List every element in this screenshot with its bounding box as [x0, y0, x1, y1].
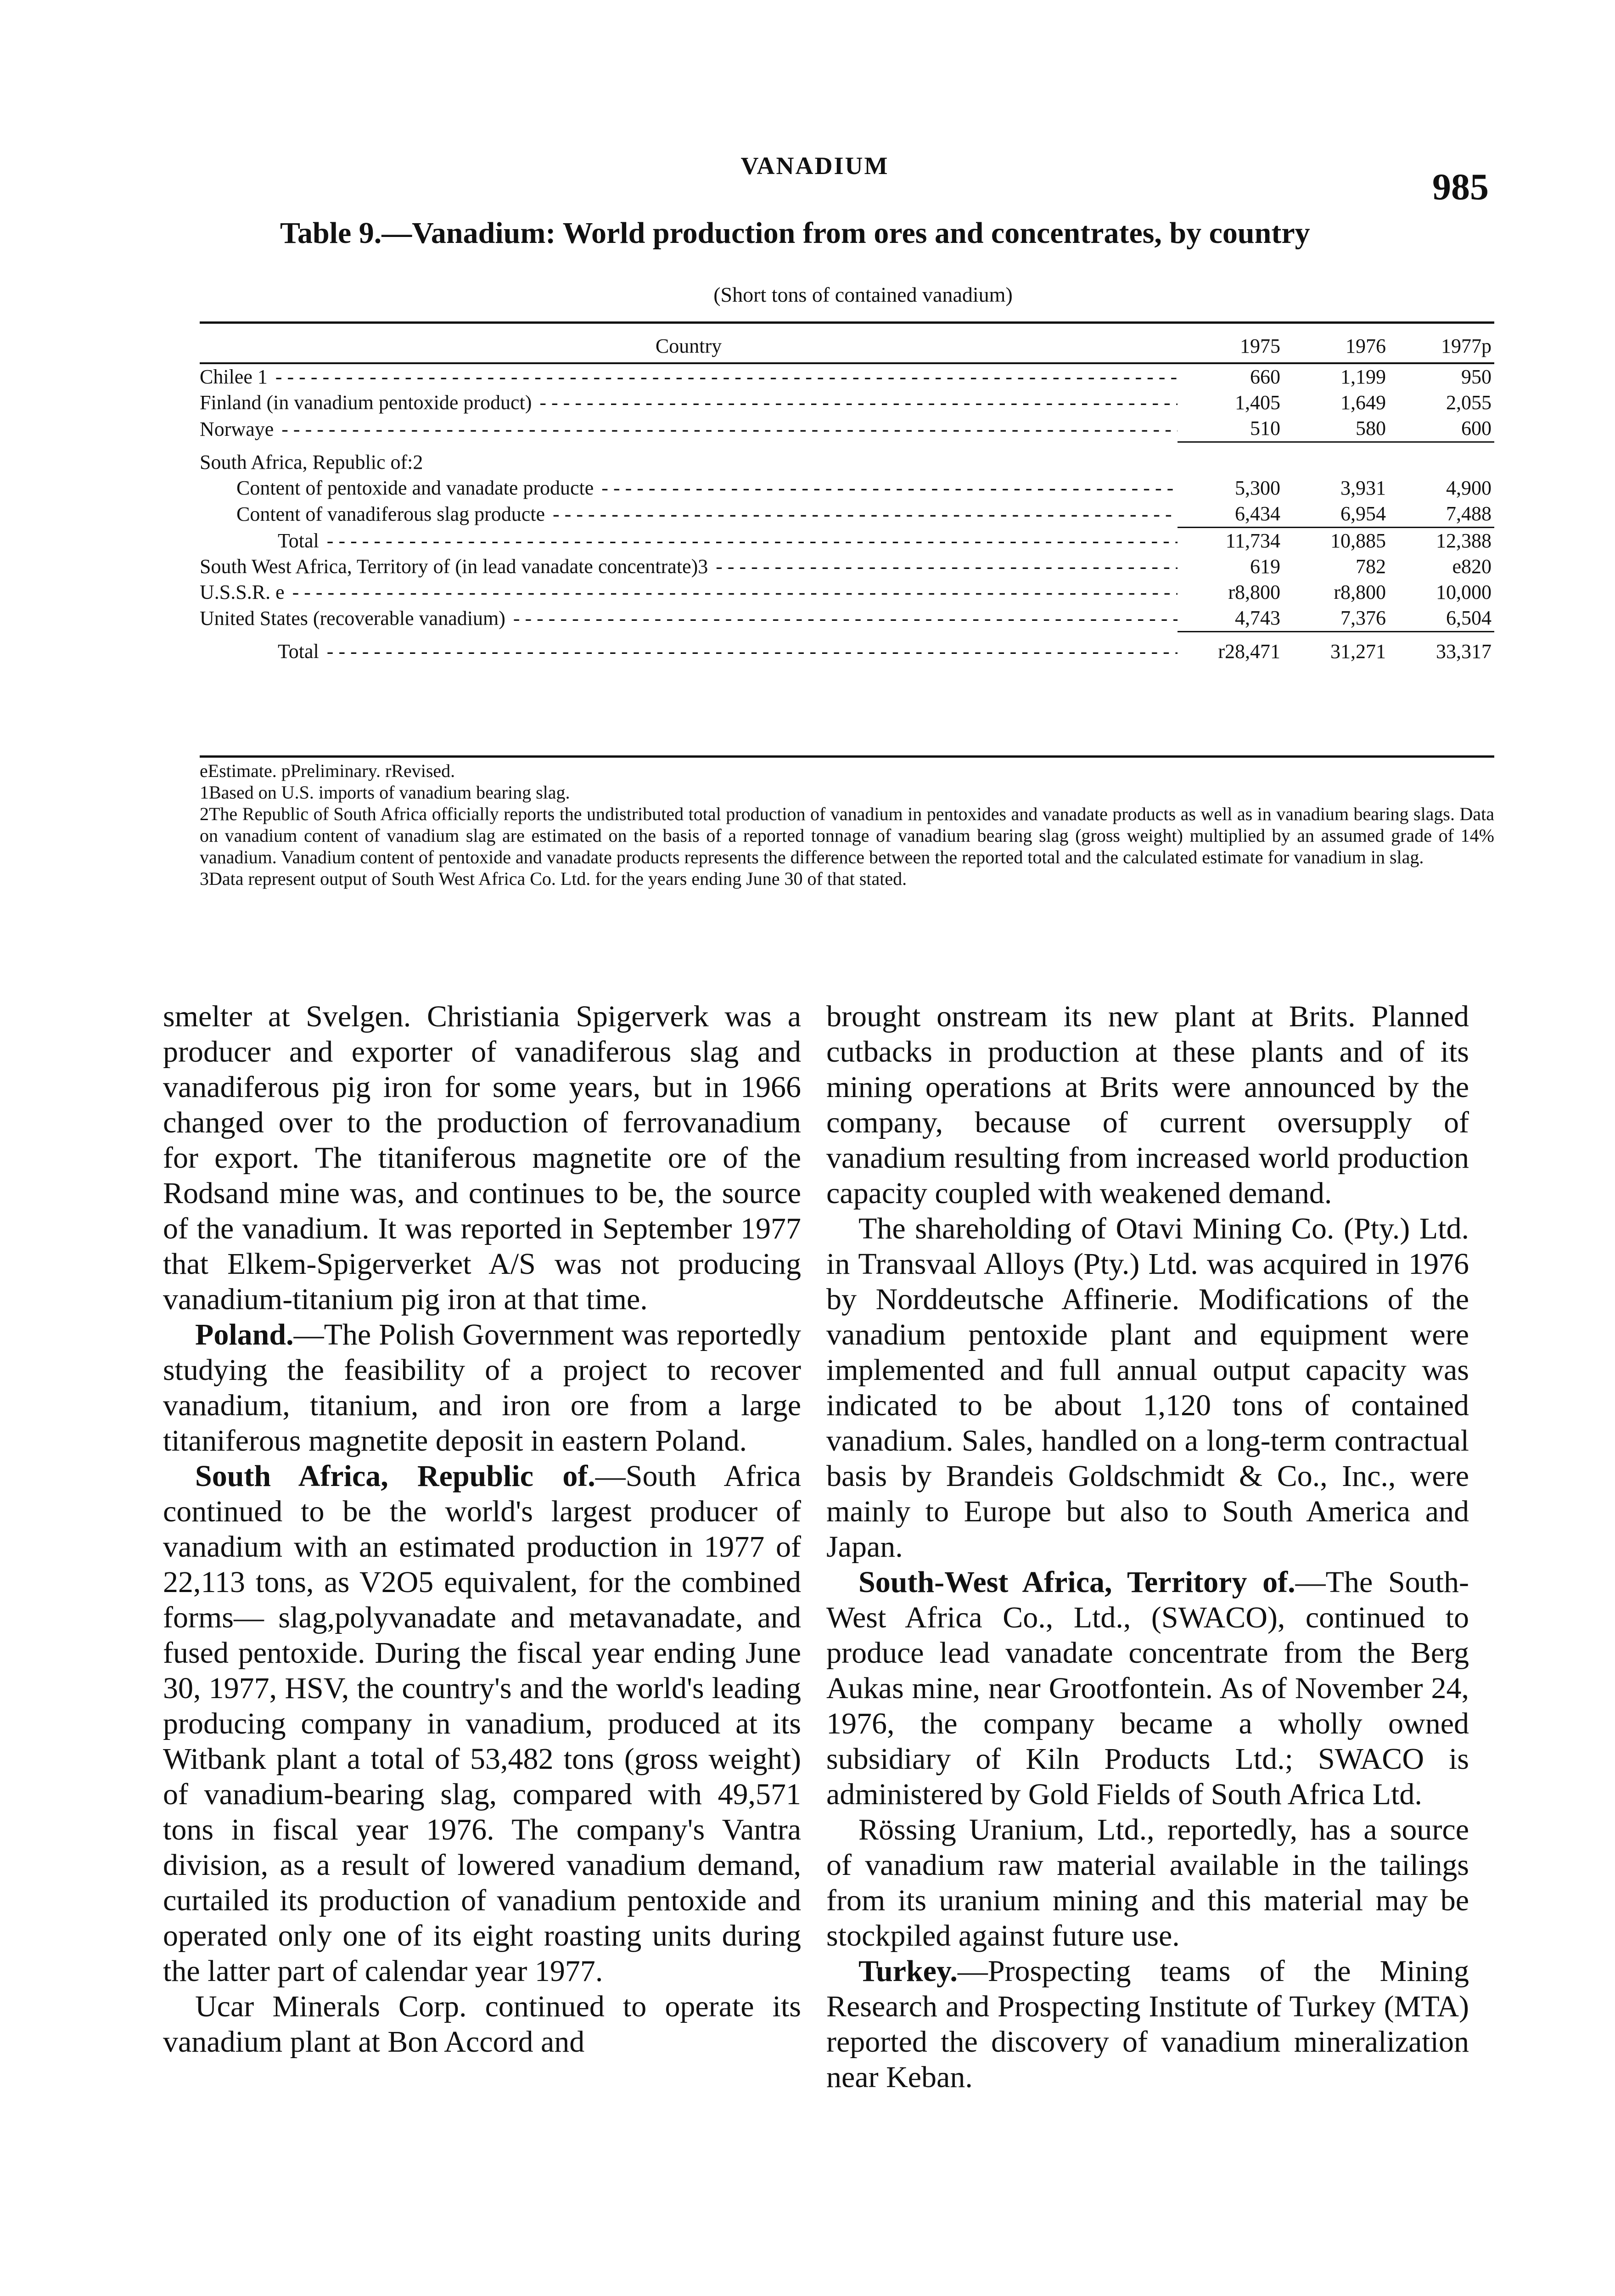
section-heading-poland: Poland.: [195, 1318, 294, 1351]
paragraph: [163, 1317, 801, 1458]
col-header-1975: 1975: [1178, 331, 1283, 363]
table-subtitle: (Short tons of contained vanadium): [713, 283, 1013, 306]
cell-value: 1,199: [1340, 366, 1386, 388]
row-label: South Africa, Republic of:2: [200, 451, 426, 473]
cell-value: 2,055: [1446, 391, 1492, 414]
cell-value: 619: [1250, 555, 1280, 578]
paragraph-text: —Prospecting teams of the Mining Research and Prospecting Institute of Turkey (MTA) reported the discovery of vanadium mineralization near Keban.: [826, 1954, 1469, 2094]
cell-value: 782: [1356, 555, 1386, 578]
cell-value: 1,649: [1340, 391, 1386, 414]
table-row: [200, 390, 1494, 416]
col-header-country: Country: [200, 331, 1178, 363]
cell-value: 660: [1250, 366, 1280, 388]
cell-value: 3,931: [1340, 476, 1386, 499]
table-row: [200, 475, 1494, 501]
cell-value: 510: [1250, 417, 1280, 439]
table-top-rule: [200, 321, 1494, 324]
table-bottom-rule: [200, 755, 1494, 758]
cell-value: r8,800: [1228, 580, 1280, 603]
cell-value: 6,504: [1389, 605, 1494, 632]
section-heading-south-west-africa: South-West Africa, Territory of.: [858, 1565, 1295, 1599]
cell-value: r8,800: [1334, 580, 1386, 603]
body-column-right: [826, 999, 1469, 2095]
cell-value: 7,488: [1389, 501, 1494, 528]
paragraph: The shareholding of Otavi Mining Co. (Pty.) Ltd. in Transvaal Alloys (Pty.) Ltd. was acquired in 1976 by Norddeutsche Affinerie. Modifications of the vanadium pentoxide plant and equipment were implemented and full annual output capacity was indicated to be about 1,120 tons of contained vanadium. Sales, handled on a long-term contractual basis by Brandeis Goldschmidt & Co., Inc., were mainly to Europe but also to South America and Japan.: [826, 1212, 1469, 1564]
running-head: VANADIUM: [740, 152, 889, 180]
production-table: [200, 331, 1494, 664]
paragraph-text: —The Polish Government was reportedly studying the feasibility of a project to recover vanadium, titanium, and iron ore from a large titaniferous magnetite deposit in eastern Poland.: [163, 1318, 801, 1458]
page-number: 985: [1432, 166, 1489, 208]
row-label: Norwaye: [200, 418, 276, 440]
cell-value: 6,434: [1178, 501, 1283, 528]
cell-value: 33,317: [1436, 640, 1492, 663]
paragraph: brought onstream its new plant at Brits. Planned cutbacks in production at these plants and of its mining operations at Brits were announced by the company, because of current oversupply of vanadium resulting from increased world production capacity coupled with weakened demand.: [826, 1000, 1469, 1210]
row-label: Content of vanadiferous slag producte: [236, 503, 548, 525]
paragraph: [826, 1564, 1469, 1812]
table-row: [200, 442, 1494, 475]
paragraph: [826, 1953, 1469, 2095]
paragraph: Rössing Uranium, Ltd., reportedly, has a source of vanadium raw material available in the tailings from its uranium mining and this material may be stockpiled against future use.: [826, 1813, 1469, 1953]
table-row: [200, 605, 1494, 632]
section-heading-turkey: Turkey.: [858, 1954, 958, 1988]
row-label: South West Africa, Territory of (in lead vanadate concentrate)3: [200, 555, 711, 578]
paragraph-text: —South Africa continued to be the world's largest producer of vanadium with an estimated production in 1977 of 22,113 tons, as V2O5 equivalent, for the combined forms— slag,polyvanadate and metavanadate, and fused pentoxide. During the fiscal year ending June 30, 1977, HSV, the country's and the world's leading producing company in vanadium, produced at its Witbank plant a total of 53,482 tons (gross weight) of vanadium-bearing slag, compared with 49,571 tons in fiscal year 1976. The company's Vantra division, as a result of lowered vanadium demand, curtailed its production of vanadium pentoxide and operated only one of its eight roasting units during the latter part of calendar year 1977.: [163, 1459, 801, 1988]
col-header-1976: 1976: [1283, 331, 1389, 363]
table-row: [200, 580, 1494, 605]
footnote-2: 2The Republic of South Africa officially reports the undistributed total production of vanadium in pentoxides and vanadate products as well as in vanadium bearing slags. Data on vanadium content of vanadium slag are estimated on the basis of a reported tonnage of vanadium bearing slag (gross weight) multiplied by an assumed grade of 14% vanadium. Vanadium content of pentoxide and vanadate products represents the difference between the reported total and the calculated estimate for vanadium in slag.: [200, 804, 1494, 867]
section-heading-south-africa: South Africa, Republic of.: [195, 1459, 595, 1493]
cell-value: 950: [1461, 366, 1492, 388]
table-row: [200, 363, 1494, 390]
table-title: Table 9.—Vanadium: World production from ores and concentrates, by country: [280, 216, 1310, 250]
row-label: Content of pentoxide and vanadate producte: [236, 477, 596, 499]
col-header-1977: 1977p: [1389, 331, 1494, 363]
table-row: [200, 416, 1494, 442]
cell-value: r28,471: [1218, 640, 1280, 663]
paragraph: smelter at Svelgen. Christiania Spigerverk was a producer and exporter of vanadiferous slag and vanadiferous pig iron for some years, but in 1966 changed over to the production of ferrovanadium for export. The titaniferous magnetite ore of the Rodsand mine was, and continues to be, the source of the vanadium. It was reported in September 1977 that Elkem-Spigerverket A/S was not producing vanadium-titanium pig iron at that time.: [163, 1000, 801, 1316]
cell-value: 11,734: [1225, 529, 1280, 552]
footnote-3: 3Data represent output of South West Africa Co. Ltd. for the years ending June 30 of that stated.: [200, 868, 907, 889]
footnote-legend: eEstimate. pPreliminary. rRevised.: [200, 760, 455, 781]
cell-value: 12,388: [1436, 529, 1492, 552]
row-label: United States (recoverable vanadium): [200, 607, 508, 630]
cell-value: 600: [1461, 417, 1492, 439]
table-row: [200, 554, 1494, 580]
body-column-left: [163, 999, 801, 2060]
table-row: [200, 527, 1494, 554]
cell-value: 7,376: [1283, 605, 1389, 632]
footnote-1: 1Based on U.S. imports of vanadium bearing slag.: [200, 782, 570, 803]
paragraph: [163, 1458, 801, 1989]
cell-value: 1,405: [1235, 391, 1280, 414]
row-label: Total: [278, 529, 322, 552]
cell-value: 4,900: [1446, 476, 1492, 499]
row-label: Finland (in vanadium pentoxide product): [200, 391, 534, 414]
table-header-row: [200, 331, 1494, 363]
paragraph-text: —The South-West Africa Co., Ltd., (SWACO), continued to produce lead vanadate concentrate from the Berg Aukas mine, near Grootfontein. As of November 24, 1976, the company became a wholly owned subsidiary of Kiln Products Ltd.; SWACO is administered by Gold Fields of South Africa Ltd.: [826, 1565, 1469, 1811]
table-row: [200, 631, 1494, 664]
row-label: Total: [278, 640, 322, 663]
row-label: U.S.S.R. e: [200, 581, 287, 603]
cell-value: e820: [1452, 555, 1492, 578]
cell-value: 580: [1356, 417, 1386, 439]
cell-value: 6,954: [1283, 501, 1389, 528]
cell-value: 31,271: [1330, 640, 1386, 663]
table-row: [200, 501, 1494, 528]
table-footnotes: [200, 760, 1494, 889]
cell-value: 10,885: [1330, 529, 1386, 552]
row-label: Chilee 1: [200, 366, 270, 388]
paragraph: Ucar Minerals Corp. continued to operate its vanadium plant at Bon Accord and: [163, 1990, 801, 2059]
cell-value: 4,743: [1178, 605, 1283, 632]
cell-value: 10,000: [1436, 580, 1492, 603]
cell-value: 5,300: [1235, 476, 1280, 499]
